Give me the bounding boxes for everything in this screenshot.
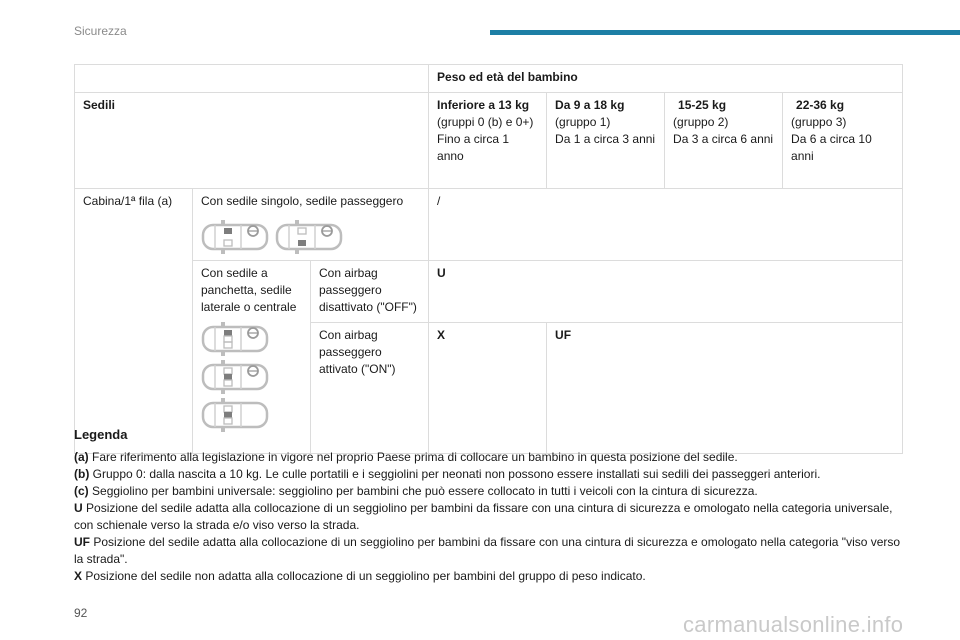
weight-col-1 [429,93,547,189]
bench-seat-cell [193,261,311,454]
legend-item [74,568,910,585]
weight-col-line: (gruppo 3) [791,115,847,129]
weight-col-line: Da 3 a circa 6 anni [673,132,774,146]
legend-key: X [74,569,83,583]
legend-item [74,500,910,534]
single-seat-label: Con sedile singolo, sedile passeggero [201,194,404,208]
legend-text: Posizione del sedile non adatta alla collocazione di un seggiolino per bambini del gruppo di peso indicato. [85,569,646,583]
airbag-on-value-groups-1-3: UF [547,323,903,454]
page-number: 92 [74,606,88,620]
legend-title: Legenda [74,427,128,442]
car-passenger-seat-icon [275,220,343,254]
legend-item [74,449,910,466]
airbag-on-label: passeggero [319,345,382,359]
airbag-off-label: passeggero [319,283,382,297]
table-header-row [75,65,903,93]
airbag-off-cell [311,261,429,323]
bench-seat-diagrams [201,322,302,432]
single-seat-diagrams [201,220,420,254]
weight-col-line: Da 6 a circa 10 [791,132,872,146]
airbag-on-value-group-0: X [429,323,547,454]
car-bench-front-icon [201,322,269,356]
car-driver-seat-icon [201,220,269,254]
weight-col-3 [665,93,783,189]
weight-col-line: Fino a circa 1 [437,132,510,146]
legend-key: (c) [74,484,89,498]
weight-col-line: (gruppo 2) [673,115,729,129]
legend-item [74,534,910,568]
legend-item [74,483,910,500]
legend [74,426,910,585]
airbag-on-label: Con airbag [319,328,378,342]
legend-key: U [74,501,83,515]
watermark: carmanualsonline.info [683,612,904,637]
group-header: Peso ed età del bambino [429,65,903,93]
seats-header: Sedili [75,93,429,189]
single-seat-row [75,189,903,261]
weight-col-line: anni [791,149,814,163]
legend-text: Posizione del sedile adatta alla collocazione di un seggiolino per bambini da fissare con una cintura di sicurezza e omologato nella categoria "viso verso la strada". [74,535,901,566]
bench-seat-label: panchetta, sedile [201,283,292,297]
weight-col-line: (gruppi 0 (b) e 0+) [437,115,534,129]
legend-text: Gruppo 0: dalla nascita a 10 kg. Le culle portatili e i seggiolini per neonati non possono essere installati sui sedili dei passeggeri anteriori. [92,467,821,481]
airbag-off-row [75,261,903,323]
child-seat-table [74,64,903,454]
weight-col-title: 22-36 kg [796,98,845,112]
legend-item [74,466,910,483]
single-seat-cell [193,189,429,261]
section-title: Sicurezza [74,24,127,38]
weight-col-line: anno [437,149,464,163]
weight-row [75,93,903,189]
airbag-on-label: attivato ("ON") [319,362,396,376]
weight-col-line: (gruppo 1) [555,115,611,129]
legend-key: (b) [74,467,90,481]
weight-col-4 [783,93,903,189]
airbag-off-label: Con airbag [319,266,378,280]
legend-text: Fare riferimento alla legislazione in vigore nel proprio Paese prima di collocare un bambino in questa posizione del sedile. [92,450,738,464]
header-accent-bar [490,30,960,35]
cabin-row-label: Cabina/1ª fila (a) [75,189,193,454]
bench-seat-label: Con sedile a [201,266,268,280]
weight-col-title: Inferiore a 13 kg [437,98,530,112]
airbag-off-label: disattivato ("OFF") [319,300,417,314]
weight-col-line: Da 1 a circa 3 anni [555,132,656,146]
bench-seat-label: laterale o centrale [201,300,297,314]
single-seat-value: / [429,189,903,261]
legend-text: Posizione del sedile adatta alla collocazione di un seggiolino per bambini da fissare con una cintura di sicurezza e omologato nella categoria universale, con schienale verso la strada e/o viso verso la strada. [74,501,893,532]
weight-col-title: Da 9 a 18 kg [555,98,625,112]
legend-key: (a) [74,450,89,464]
weight-col-2 [547,93,665,189]
legend-key: UF [74,535,90,549]
weight-col-title: 15-25 kg [678,98,727,112]
airbag-off-value: U [429,261,903,323]
car-bench-center-icon [201,360,269,394]
legend-text: Seggiolino per bambini universale: seggiolino per bambini che può essere collocato in tutti i veicoli con la cintura di sicurezza. [92,484,758,498]
